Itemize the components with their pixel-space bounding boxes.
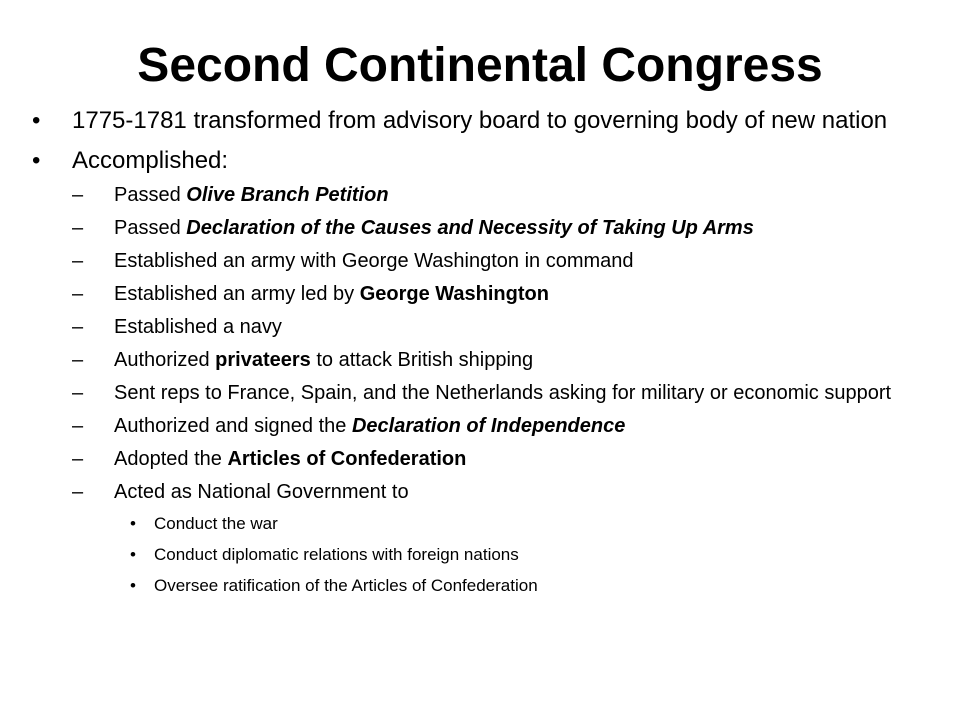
sub-item-text: Sent reps to France, Spain, and the Netherlands asking for military or economic support bbox=[114, 382, 892, 404]
slide-title: Second Continental Congress bbox=[137, 39, 823, 92]
sub-item bbox=[30, 184, 930, 206]
sub-item bbox=[30, 316, 930, 338]
dash-icon: – bbox=[72, 283, 84, 305]
bullet-icon: • bbox=[32, 147, 41, 174]
sub-item-strong: privateers bbox=[215, 349, 311, 371]
sub-item-text: Established a navy bbox=[114, 316, 282, 338]
sub-sub-item bbox=[30, 545, 930, 564]
sub-item-emphasis: Declaration of Independence bbox=[351, 415, 626, 437]
slide-body bbox=[30, 108, 930, 607]
sub-item bbox=[30, 382, 930, 404]
dash-icon: – bbox=[72, 448, 84, 470]
sub-item-emphasis: Declaration of the Causes and Necessity of Taking Up Arms bbox=[186, 217, 754, 239]
sub-sub-item-text: Oversee ratification of the Articles of Confederation bbox=[154, 576, 538, 595]
sub-item-strong: Articles of Confederation bbox=[227, 448, 467, 470]
bullet-icon: • bbox=[130, 576, 136, 595]
bullet-text: Accomplished: bbox=[72, 147, 229, 174]
bullet-text: 1775-1781 transformed from advisory board to governing body of new nation bbox=[72, 107, 888, 134]
sub-item-text: Established an army with George Washington in command bbox=[114, 250, 634, 272]
dash-icon: – bbox=[72, 316, 84, 338]
dash-icon: – bbox=[72, 184, 84, 206]
sub-sub-item bbox=[30, 514, 930, 533]
sub-item-text: Authorized and signed the bbox=[114, 415, 352, 437]
bullet-icon: • bbox=[130, 514, 136, 533]
sub-item bbox=[30, 415, 930, 437]
sub-item bbox=[30, 448, 930, 470]
bullet-item bbox=[30, 148, 930, 174]
bullet-icon: • bbox=[130, 545, 136, 564]
sub-item-emphasis: Olive Branch Petition bbox=[186, 184, 389, 206]
sub-sub-item-text: Conduct the war bbox=[154, 514, 278, 533]
bullet-icon: • bbox=[32, 107, 41, 134]
sub-item-text: Adopted the bbox=[114, 448, 228, 470]
sub-item-text: Passed bbox=[114, 184, 187, 206]
accomplished-list bbox=[30, 184, 930, 595]
dash-icon: – bbox=[72, 349, 84, 371]
sub-item-text: Authorized bbox=[114, 349, 216, 371]
sub-item-text: Established an army led by bbox=[114, 283, 360, 305]
bullet-item bbox=[30, 108, 930, 134]
sub-item-text: Passed bbox=[114, 217, 187, 239]
sub-item bbox=[30, 283, 930, 305]
sub-sub-item-text: Conduct diplomatic relations with foreign nations bbox=[154, 545, 519, 564]
sub-sub-item bbox=[30, 576, 930, 595]
sub-item bbox=[30, 217, 930, 239]
sub-item bbox=[30, 250, 930, 272]
dash-icon: – bbox=[72, 382, 84, 404]
dash-icon: – bbox=[72, 415, 84, 437]
sub-item bbox=[30, 481, 930, 503]
sub-item-text-post: to attack British shipping bbox=[310, 349, 534, 371]
sub-item bbox=[30, 349, 930, 371]
sub-item-strong: George Washington bbox=[359, 283, 549, 305]
dash-icon: – bbox=[72, 481, 84, 503]
dash-icon: – bbox=[72, 250, 84, 272]
sub-item-text: Acted as National Government to bbox=[114, 481, 409, 503]
dash-icon: – bbox=[72, 217, 84, 239]
